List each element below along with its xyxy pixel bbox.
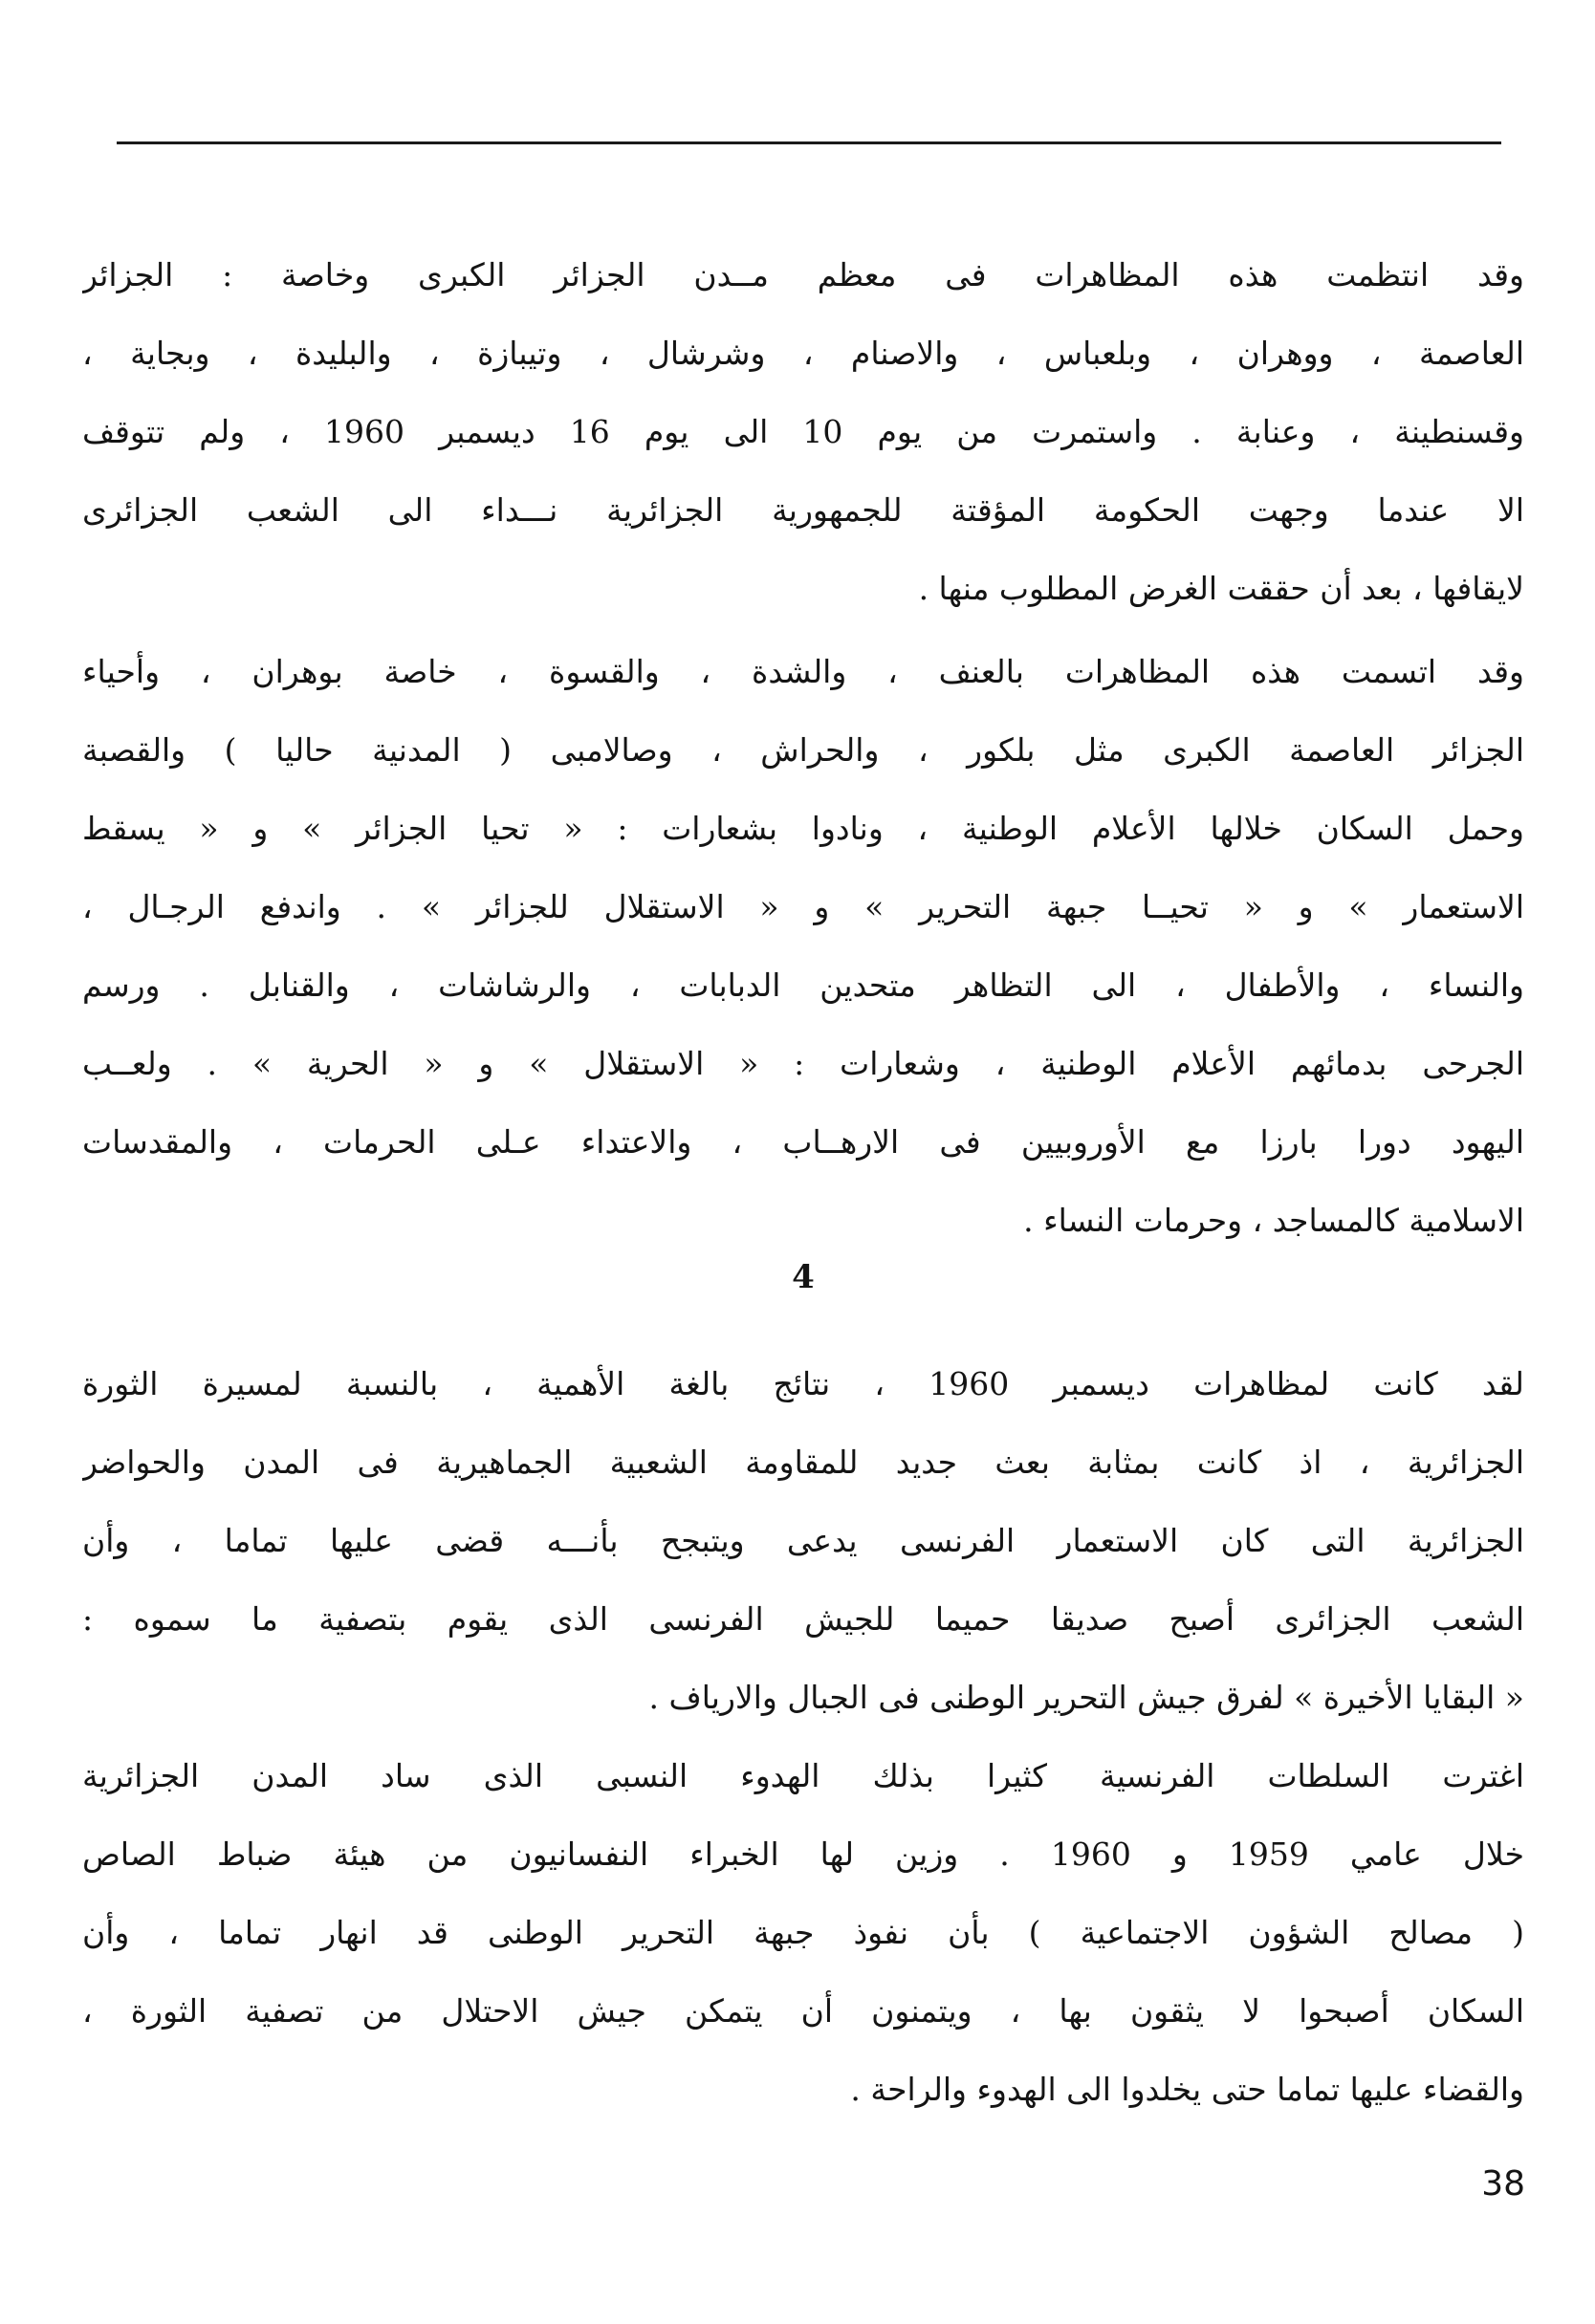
text-line: الاستعمار » و « تحيــا جبهة التحرير » و « الاستقلال للجزائر » . واندفع الرجـال ، [82, 888, 1524, 925]
text-line: اغترت السلطات الفرنسية كثيرا بذلك الهدوء النسبى الذى ساد المدن الجزائرية [82, 1757, 1524, 1794]
text-line: ( مصالح الشؤون الاجتماعية ) بأن نفوذ جبهة التحرير الوطنى قد انهار تماما ، وأن [82, 1914, 1524, 1951]
paragraph-2 [82, 633, 1524, 1260]
text-line: وحمل السكان خلالها الأعلام الوطنية ، ونادوا بشعارات : « تحيا الجزائر » و « يسقط [82, 810, 1524, 847]
page-number: 38 [1481, 2164, 1525, 2204]
text-line: الجزائر العاصمة الكبرى مثل بلكور ، والحراش ، وصالامبى ( المدنية حاليا ) والقصبة [82, 731, 1524, 769]
text-line: لقد كانت لمظاهرات ديسمبر 1960 ، نتائج بالغة الأهمية ، بالنسبة لمسيرة الثورة [82, 1365, 1524, 1402]
text-line: السكان أصبحوا لا يثقون بها ، ويتمنون أن يتمكن جيش الاحتلال من تصفية الثورة ، [82, 1992, 1524, 2030]
text-line: اليهود دورا بارزا مع الأوروبيين فى الارهــاب ، والاعتداء عـلى الحرمات ، والمقدسات [82, 1123, 1524, 1161]
text-line: الجزائرية التى كان الاستعمار الفرنسى يدعى ويتبجح بأنـــه قضى عليها تماما ، وأن [82, 1522, 1524, 1559]
text-line: الجرحى بدمائهم الأعلام الوطنية ، وشعارات : « الاستقلال » و « الحرية » . ولعــب [82, 1045, 1524, 1082]
text-line: الا عندما وجهت الحكومة المؤقتة للجمهورية الجزائرية نـــداء الى الشعب الجزائرى [82, 491, 1524, 529]
text-line: الجزائرية ، اذ كانت بمثابة بعث جديد للمقاومة الشعبية الجماهيرية فى المدن والحواضر [82, 1444, 1524, 1481]
paragraph-1 [82, 236, 1524, 628]
top-divider [117, 141, 1501, 144]
paragraph-3 [82, 1345, 1524, 1737]
text-line: وقسنطينة ، وعنابة . واستمرت من يوم 10 الى يوم 16 ديسمبر 1960 ، ولم تتوقف [82, 413, 1524, 450]
section-number: 4 [792, 1258, 815, 1296]
text-line: لايقافها ، بعد أن حققت الغرض المطلوب منها . [918, 570, 1524, 607]
paragraph-4 [82, 1737, 1524, 2129]
text-line: والقضاء عليها تماما حتى يخلدوا الى الهدوء والراحة . [850, 2071, 1524, 2108]
text-line: العاصمة ، ووهران ، وبلعباس ، والاصنام ، وشرشال ، وتيبازة ، والبليدة ، وبجاية ، [82, 335, 1524, 372]
text-line: خلال عامي 1959 و 1960 . وزين لها الخبراء النفسانيون من هيئة ضباط الصاص [82, 1835, 1524, 1873]
text-line: وقد انتظمت هذه المظاهرات فى معظم مــدن الجزائر الكبرى وخاصة : الجزائر [82, 256, 1524, 293]
text-line: والنساء ، والأطفال ، الى التظاهر متحدين الدبابات ، والرشاشات ، والقنابل . ورسم [82, 967, 1524, 1004]
text-line: وقد اتسمت هذه المظاهرات بالعنف ، والشدة ، والقسوة ، خاصة بوهران ، وأحياء [82, 653, 1524, 690]
text-line: الشعب الجزائرى أصبح صديقا حميما للجيش الفرنسى الذى يقوم بتصفية ما سموه : [82, 1600, 1524, 1638]
text-line: « البقايا الأخيرة » لفرق جيش التحرير الوطنى فى الجبال والارياف . [648, 1679, 1524, 1716]
text-line: الاسلامية كالمساجد ، وحرمات النساء . [1023, 1202, 1524, 1239]
